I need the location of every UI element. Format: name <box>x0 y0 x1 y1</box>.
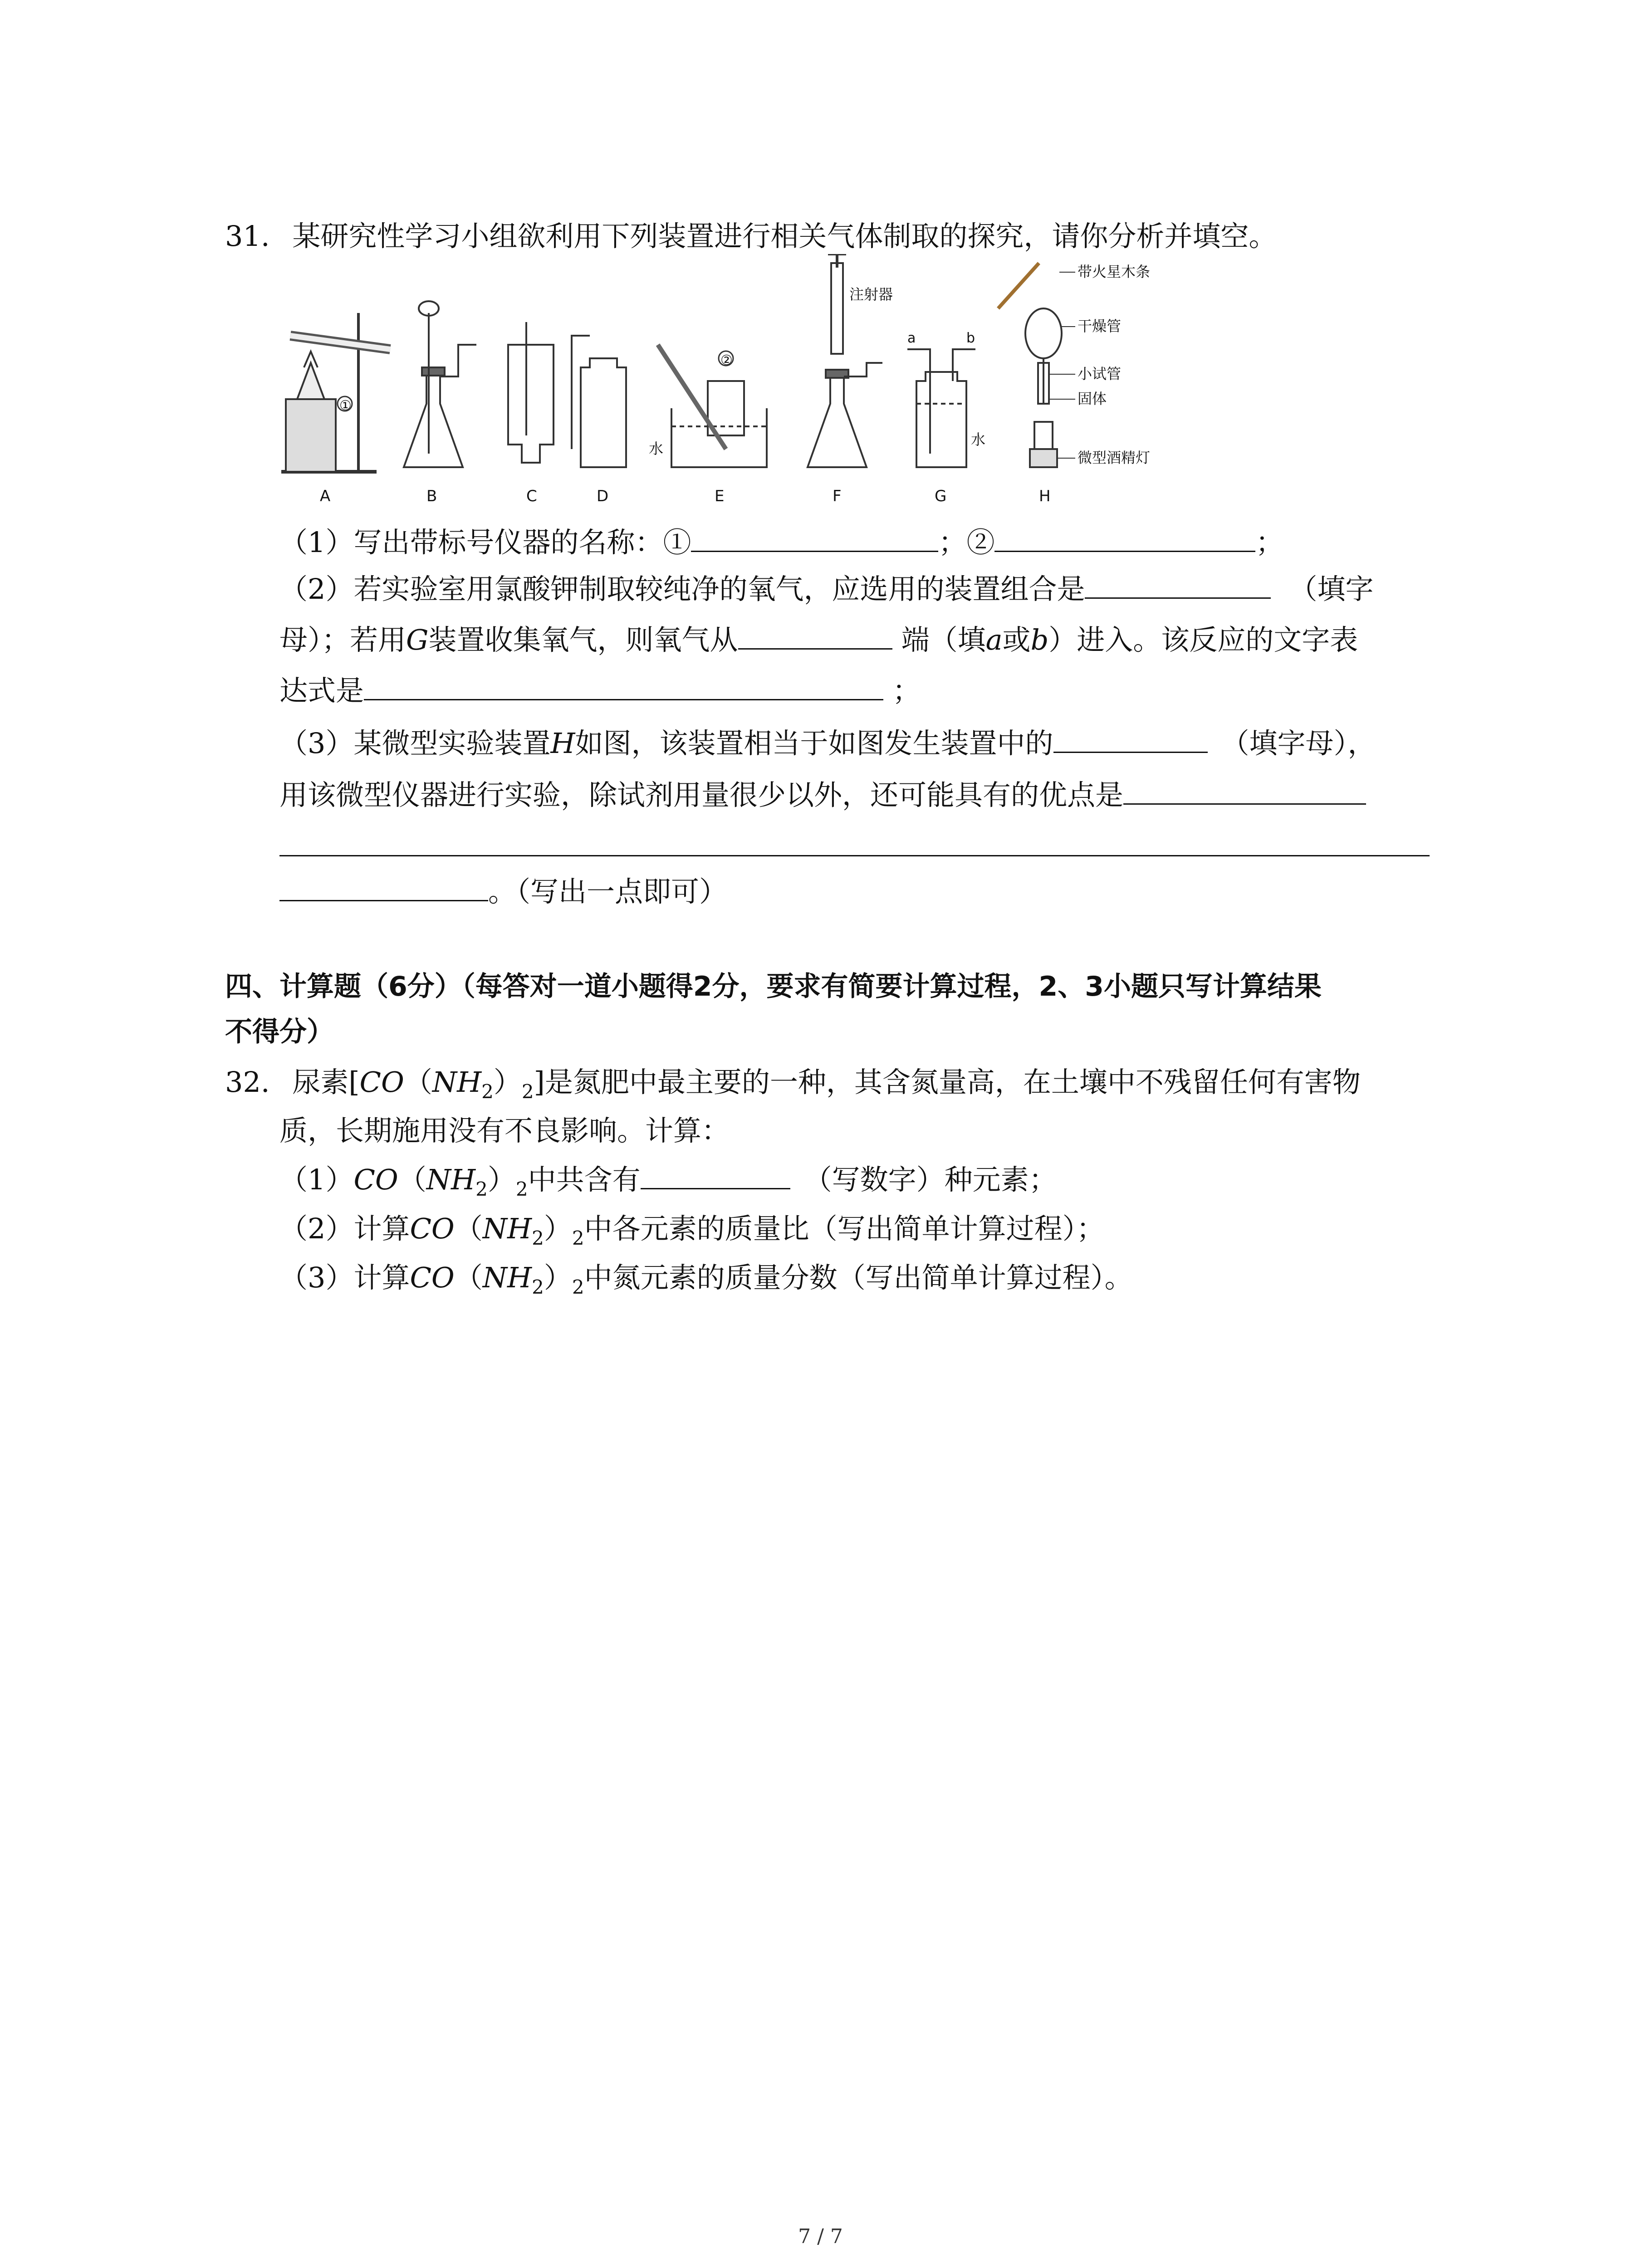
answer-blank-expression[interactable] <box>364 677 883 700</box>
section4-title <box>225 973 1322 1000</box>
apparatus-f <box>808 254 893 505</box>
sub-2-outer: 2 <box>515 1178 528 1200</box>
answer-blank-port[interactable] <box>738 626 892 650</box>
q31-number: 31. <box>225 220 270 253</box>
q31-p1-end: ； <box>1255 526 1284 559</box>
q31-part2-line3 <box>279 674 921 707</box>
q32-s1-end: （写数字）种元素； <box>803 1163 1057 1196</box>
q32-line2 <box>279 1114 730 1147</box>
q32-s2-text: （2）计算 <box>279 1212 410 1245</box>
syringe-label: 注射器 <box>849 286 893 303</box>
drying-tube-label: 干燥管 <box>1078 318 1122 335</box>
var-h: H <box>550 727 575 760</box>
sub-2-outer: 2 <box>572 1227 584 1249</box>
label-a: A <box>320 487 331 505</box>
q31-stem: 某研究性学习小组欲利用下列装置进行相关气体制取的探究，请你分析并填空。 <box>292 220 1277 253</box>
apparatus-g <box>907 330 985 505</box>
q31-part3-line4 <box>279 875 728 908</box>
small-tube-label: 小试管 <box>1078 365 1122 382</box>
q31-p2-text4: 端（填 <box>901 623 986 656</box>
var-a: a <box>985 623 1003 656</box>
q32-text: 尿素[ <box>292 1066 360 1099</box>
paren-close: ） <box>544 1261 572 1294</box>
section4-title-l2: 不得分） <box>225 1016 334 1048</box>
paren-open: （ <box>404 1066 432 1099</box>
answer-blank-2[interactable] <box>994 529 1255 552</box>
solid-label: 固体 <box>1078 390 1107 407</box>
sub-2-outer: 2 <box>521 1080 534 1103</box>
page-number: 7 / 7 <box>798 2225 843 2248</box>
q32-sub1 <box>279 1163 1057 1200</box>
paren-close: ） <box>544 1212 572 1245</box>
answer-blank-advantage-line3[interactable] <box>279 878 488 901</box>
answer-blank-device[interactable] <box>1053 730 1208 753</box>
var-b: b <box>1030 623 1049 656</box>
q32-s1-text: 中共含有 <box>528 1163 641 1196</box>
formula-co: CO <box>410 1212 455 1245</box>
q31-p2-text6: 达式是 <box>279 674 364 707</box>
sub-2: 2 <box>475 1178 488 1200</box>
apparatus-e <box>649 345 767 505</box>
q32-number: 32. <box>225 1066 270 1099</box>
q31-p1-sep: ；② <box>938 526 995 559</box>
q31-part3-line1 <box>279 729 1376 758</box>
section4-title-cont <box>225 1018 334 1046</box>
apparatus-d <box>572 336 626 505</box>
q31-p2-end: ； <box>892 674 921 707</box>
q32-s2-end: 中各元素的质量比（写出简单计算过程）； <box>584 1212 1105 1245</box>
q32-s1-num: （1） <box>279 1163 354 1196</box>
formula-nh: NH <box>426 1163 476 1196</box>
q31-p1-text: （1）写出带标号仪器的名称：① <box>279 526 691 559</box>
q31-p2-text: （2）若实验室用氯酸钾制取较纯净的氧气，应选用的装置组合是 <box>279 572 1085 606</box>
answer-blank-element-count[interactable] <box>641 1166 790 1189</box>
q31-p3-hint: （填字母）， <box>1221 727 1376 760</box>
label-f: F <box>833 487 842 505</box>
paren-close: ） <box>487 1163 516 1196</box>
label-e: E <box>715 487 725 505</box>
label-d: D <box>597 487 609 505</box>
paren-close: ） <box>493 1066 522 1099</box>
label-c: C <box>526 487 537 505</box>
q31-p3-end: 。（写出一点即可） <box>488 875 728 908</box>
lamp-label: 微型酒精灯 <box>1078 449 1151 466</box>
apparatus-a <box>281 313 390 505</box>
apparatus-b <box>404 301 476 505</box>
sub-2-outer: 2 <box>572 1276 584 1298</box>
q32-s3-end: 中氮元素的质量分数（写出简单计算过程）。 <box>584 1261 1133 1294</box>
answer-blank-advantage[interactable] <box>1123 782 1366 805</box>
q31-part2-line1 <box>279 572 1374 606</box>
apparatus-c <box>508 322 554 505</box>
q32-text3: 质，长期施用没有不良影响。计算： <box>279 1114 730 1147</box>
callout-1: ① <box>339 398 352 414</box>
q31-p3-text: （3）某微型实验装置 <box>279 727 551 760</box>
q32-sub2 <box>279 1212 1105 1249</box>
paren-open: （ <box>398 1163 426 1196</box>
q32-s3-text: （3）计算 <box>279 1261 410 1294</box>
q32-line1 <box>225 1066 1361 1103</box>
var-g: G <box>406 623 429 656</box>
port-b-label: b <box>966 330 975 346</box>
formula-nh: NH <box>432 1066 482 1099</box>
q31-part2-line2 <box>279 623 1358 656</box>
q32-sub3 <box>279 1261 1133 1298</box>
paren-open: （ <box>454 1261 483 1294</box>
q31-p2-or: 或 <box>1002 623 1031 656</box>
sub-2: 2 <box>481 1080 494 1103</box>
q31-p3-text2: 如图，该装置相当于如图发生装置中的 <box>575 727 1053 760</box>
q31-part1 <box>279 528 1283 557</box>
q31-p2-text2: 母）；若用 <box>279 623 407 656</box>
port-a-label: a <box>907 330 916 346</box>
answer-blank-1[interactable] <box>691 529 938 552</box>
q31-part3-line2 <box>279 778 1366 811</box>
formula-co: CO <box>353 1163 398 1196</box>
callout-2: ② <box>720 352 733 368</box>
q31-stem-line <box>225 220 1277 253</box>
label-g: G <box>935 487 947 505</box>
formula-nh: NH <box>482 1261 532 1294</box>
q32-text2: ]是氮肥中最主要的一种，其含氮量高，在土壤中不残留任何有害物 <box>534 1066 1361 1099</box>
answer-blank-advantage-line2[interactable] <box>279 855 1430 856</box>
q31-p2-hint: （填字 <box>1289 572 1374 606</box>
apparatus-h <box>998 263 1150 505</box>
sub-2: 2 <box>532 1276 544 1298</box>
q31-p2-text5: ）进入。该反应的文字表 <box>1048 623 1358 656</box>
q31-p3-text3: 用该微型仪器进行实验，除试剂用量很少以外，还可能具有的优点是 <box>279 778 1124 811</box>
label-b: B <box>426 487 437 505</box>
label-h: H <box>1039 487 1051 505</box>
formula-co: CO <box>359 1066 404 1099</box>
splint-label: 带火星木条 <box>1078 263 1151 280</box>
water-e-label: 水 <box>649 440 664 457</box>
formula-nh: NH <box>482 1212 532 1245</box>
sub-2: 2 <box>532 1227 544 1249</box>
answer-blank-combination[interactable] <box>1085 576 1271 599</box>
apparatus-figure <box>272 254 1207 510</box>
q31-p2-text3: 装置收集氧气，则氧气从 <box>428 623 738 656</box>
water-g-label: 水 <box>971 431 986 448</box>
paren-open: （ <box>454 1212 483 1245</box>
section4-title-l1: 四、计算题（6分）（每答对一道小题得2分，要求有简要计算过程，2、3小题只写计算结果 <box>225 971 1322 1002</box>
formula-co: CO <box>410 1261 455 1294</box>
